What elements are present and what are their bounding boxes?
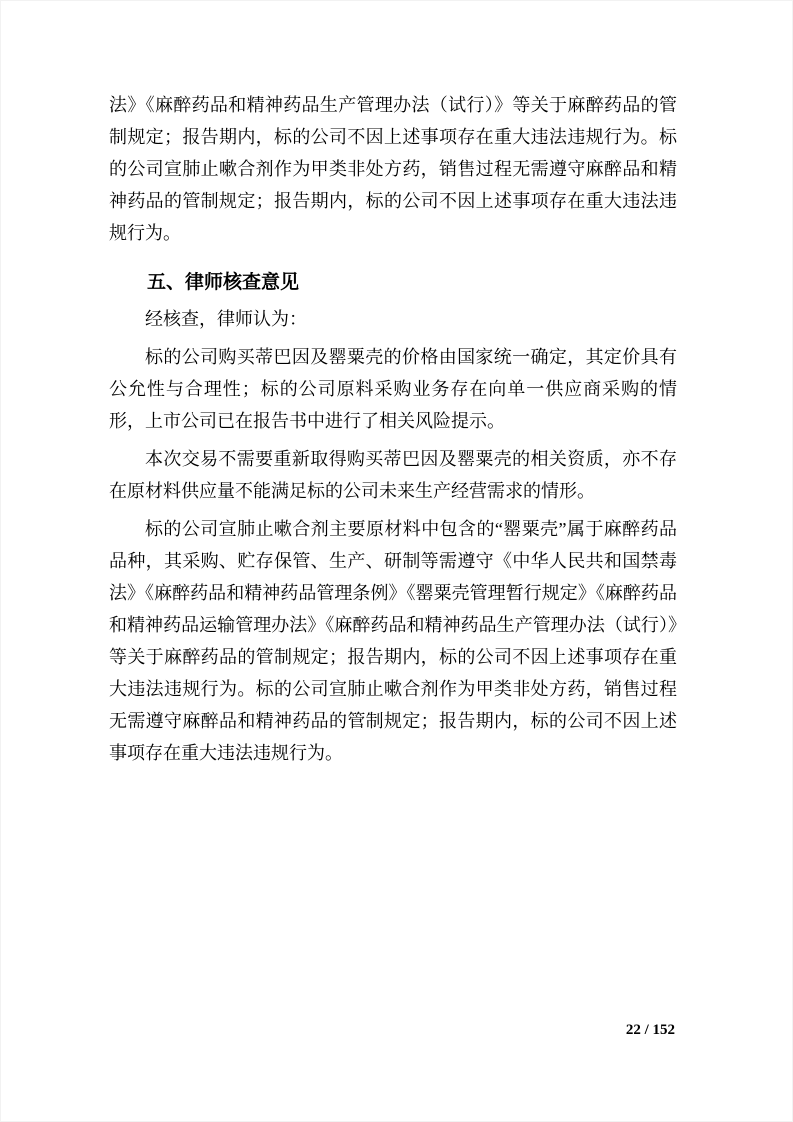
paragraph-qualification-supply: 本次交易不需要重新取得购买蒂巴因及罂粟壳的相关资质，亦不存在原材料供应量不能满足标的公司未来生产经营需求的情形。 [109, 449, 677, 501]
document-body [109, 89, 677, 775]
page-number: 22 / 152 [625, 1022, 675, 1038]
continuation-paragraph: 法》《麻醉药品和精神药品生产管理办法（试行）》等关于麻醉药品的管制规定；报告期内，标的公司不因上述事项存在重大违法违规行为。标的公司宣肺止嗽合剂作为甲类非处方药，销售过程无需遵守麻醉品和精神药品的管制规定；报告期内，标的公司不因上述事项存在重大违法违规行为。 [109, 95, 677, 243]
section-heading-lawyer-opinion: 五、律师核查意见 [147, 272, 300, 293]
paragraph-poppy-shell-regulation: 标的公司宣肺止嗽合剂主要原材料中包含的“罂粟壳”属于麻醉药品品种，其采购、贮存保管、生产、研制等需遵守《中华人民共和国禁毒法》《麻醉药品和精神药品管理条例》《罂粟壳管理暂行规定》《麻醉药品和精神药品运输管理办法》《麻醉药品和精神药品生产管理办法（试行）》等关于麻醉药品的管制规定；报告期内，标的公司不因上述事项存在重大违法违规行为。标的公司宣肺止嗽合剂作为甲类非处方药，销售过程无需遵守麻醉品和精神药品的管制规定；报告期内，标的公司不因上述事项存在重大违法违规行为。 [109, 519, 677, 763]
paragraph-pricing-fairness: 标的公司购买蒂巴因及罂粟壳的价格由国家统一确定，其定价具有公允性与合理性；标的公司原料采购业务存在向单一供应商采购的情形，上市公司已在报告书中进行了相关风险提示。 [109, 347, 677, 431]
paragraph-opinion-intro: 经核查，律师认为： [145, 309, 307, 329]
